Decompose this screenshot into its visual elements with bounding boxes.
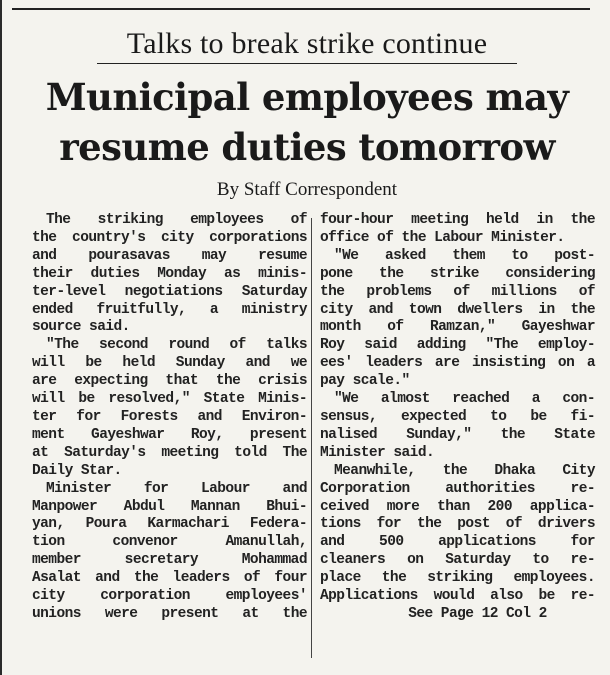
body-line: ter-level negotiations Saturday	[32, 283, 307, 300]
body-line: and pourasavas may resume	[32, 247, 307, 264]
body-line: Meanwhile, the Dhaka City	[334, 462, 595, 479]
body-line: "We asked them to post-	[334, 247, 595, 264]
body-line: will be resolved," State Minis-	[32, 391, 307, 408]
body-line: tions for the post of drivers	[320, 516, 595, 533]
body-line: Asalat and the leaders of four	[32, 570, 307, 587]
body-line: "The second round of talks	[46, 337, 307, 354]
body-line: place the striking employees.	[320, 570, 595, 587]
body-line: pay scale."	[320, 373, 410, 390]
body-line: and 500 applications for	[320, 534, 595, 551]
body-line: month of Ramzan," Gayeshwar	[320, 319, 595, 336]
body-line: will be held Sunday and we	[32, 355, 307, 372]
article-column-2	[320, 212, 595, 624]
kicker: Talks to break strike continue	[126, 27, 488, 60]
body-line: ceived more than 200 applica-	[320, 498, 595, 515]
byline: By Staff Correspondent	[216, 179, 398, 200]
body-line: city and town dwellers in the	[320, 301, 595, 318]
column-divider	[311, 218, 312, 658]
body-line: office of the Labour Minister.	[320, 229, 565, 246]
body-line: tion convenor Amanullah,	[32, 534, 307, 551]
headline-line-1: Municipal employees may	[45, 75, 569, 119]
body-line: ees' leaders are insisting on a	[320, 355, 595, 372]
body-line: Applications would also be re-	[320, 588, 595, 605]
body-line: source said.	[32, 319, 130, 336]
body-line: Daily Star.	[32, 462, 122, 479]
body-line: city corporation employees'	[32, 588, 307, 605]
headline-line-2: resume duties tomorrow	[59, 125, 555, 169]
body-line: sensus, expected to be fi-	[320, 408, 595, 425]
headline	[2, 72, 610, 172]
body-line: Corporation authorities re-	[320, 480, 595, 497]
article-column-1	[32, 212, 307, 624]
body-line: the country's city corporations	[32, 229, 307, 246]
body-line: The striking employees of	[46, 212, 307, 228]
body-line: yan, Poura Karmachari Federa-	[32, 516, 307, 533]
body-line: cleaners on Saturday to re-	[320, 552, 595, 569]
body-line: Minister said.	[320, 444, 435, 461]
body-line: ment Gayeshwar Roy, present	[32, 426, 307, 443]
continuation-jump: See Page 12 Col 2	[408, 605, 547, 622]
body-line: ended fruitfully, a ministry	[32, 301, 307, 318]
body-line: their duties Monday as minis-	[32, 265, 307, 282]
body-line: "We almost reached a con-	[334, 391, 595, 408]
body-line: ter for Forests and Environ-	[32, 408, 307, 425]
body-line: Minister for Labour and	[46, 480, 307, 497]
body-line: the problems of millions of	[320, 283, 595, 300]
body-line: member secretary Mohammad	[32, 552, 307, 569]
body-line: Roy said adding "The employ-	[320, 337, 595, 354]
kicker-underline	[97, 63, 517, 64]
body-line: four-hour meeting held in the	[320, 212, 595, 228]
top-rule	[12, 8, 590, 10]
body-line: at Saturday's meeting told The	[32, 444, 307, 461]
body-line: nalised Sunday," the State	[320, 426, 595, 443]
body-line: pone the strike considering	[320, 265, 595, 282]
body-line: Manpower Abdul Mannan Bhui-	[32, 498, 307, 515]
body-line: unions were present at the	[32, 605, 307, 622]
body-line: are expecting that the crisis	[32, 373, 307, 390]
